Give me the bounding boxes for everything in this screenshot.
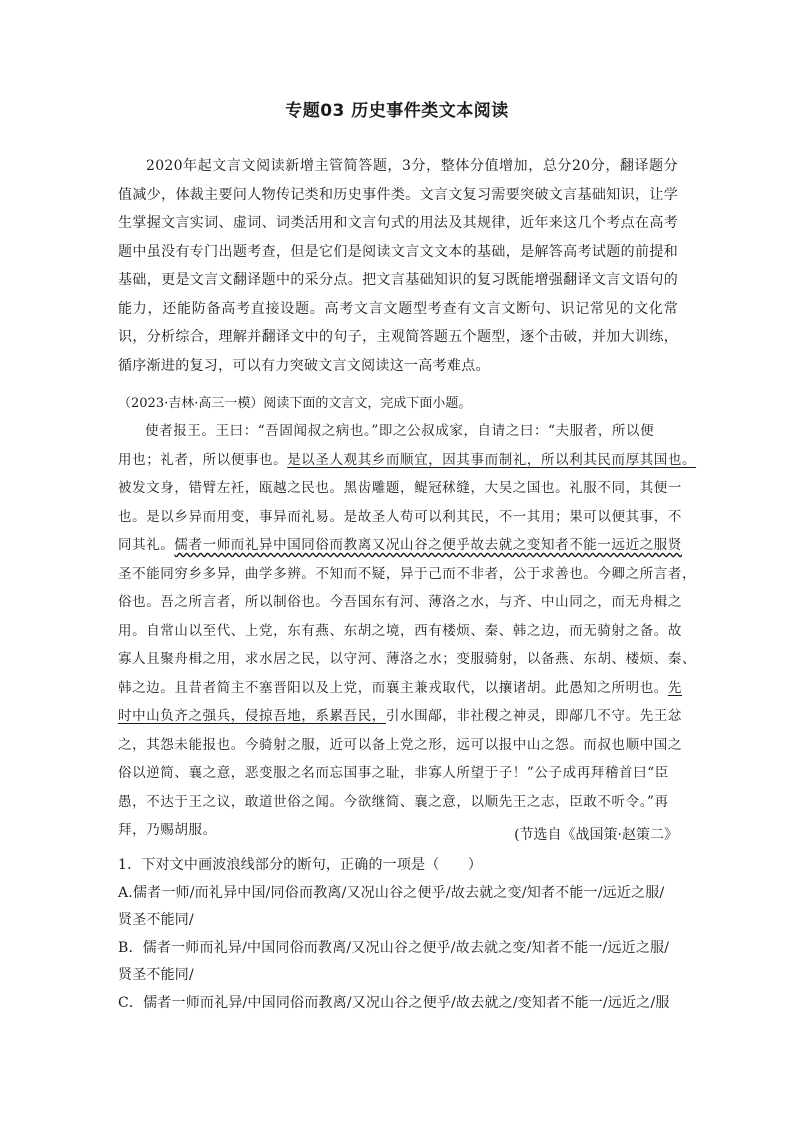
- passage-text: 同其礼。: [118, 537, 175, 553]
- passage-text: 拜，乃赐胡服。: [118, 822, 217, 838]
- passage-line: [118, 731, 682, 760]
- classical-passage: [118, 417, 697, 845]
- passage-text: 用也；礼者，所以便事也。: [118, 451, 288, 468]
- passage-line: [118, 702, 683, 731]
- passage-text: 寡人且聚舟楫之用，求水居之民，以守河、薄洛之水；变服骑射，以备燕、东胡、楼烦、秦、: [118, 651, 697, 667]
- question-option-line: A.儒者一师/而礼异中国/同俗而教离/又况山谷之便乎/故去就之变/知者不能一/远近之服/: [118, 884, 665, 901]
- passage-citation: (节选自《战国策·赵策二》: [514, 827, 678, 843]
- passage-text: 引水围鄗，非社稷之神灵，即鄗几不守。先王忿: [385, 708, 683, 724]
- passage-text: 之，其怨未能报也。今骑射之服，近可以备上党之形，远可以报中山之怨。而叔也顺中国之: [118, 736, 682, 753]
- intro-paragraph: 2020年起文言文阅读新增主管简答题，3分，整体分值增加，总分20分，翻译题分值减少，体裁主要问人物传记类和历史事件类。文言文复习需要突破文言基础知识，让学生掌握文言实词、虚词、词类活用和文言句式的用法及其规律，近年来这几个考点在高考题中虽没有专门出题考查，但是它们是阅读文言文文本的基础，是解答高考试题的前提和基础，更是文言文翻译题中的采分点。把文言基础知识的复习既能增强翻译文言文语句的能力，还能防备高考直接设题。高考文言文题型考查有文言文断句、识记常见的文化常识，分析综合，理解并翻译文中的句子，主观简答题五个题型，逐个击破，并加大训练，循序渐进的复习，可以有力突破文言文阅读这一高考难点。: [118, 158, 678, 374]
- question-option-line: 贤圣不能同/: [118, 912, 194, 929]
- underlined-sentence: 时中山负齐之强兵，侵掠吾地，系累吾民，: [118, 708, 386, 724]
- underlined-sentence: 先: [667, 679, 683, 696]
- passage-text: 韩之边。且昔者简主不塞晋阳以及上党，而襄主兼戎取代，以攘诸胡。此愚知之所明也。: [118, 679, 668, 696]
- passage-line: [118, 588, 682, 617]
- passage-text: 愚，不达于王之议，敢道世俗之闻。今欲继简、襄之意，以顺先王之志，臣敢不听令。”再: [118, 793, 669, 810]
- passage-text: 被发文身，错臂左衽，瓯越之民也。黑齿雕题，鳀冠秫缝，大吴之国也。礼服不同，其便一: [118, 480, 682, 496]
- question-option-line: B．儒者一师而礼异/中国同俗而教离/又况山谷之便乎/故去就之变/知者不能一/远近之服/: [118, 939, 670, 956]
- wavy-underlined-sentence: 儒者一师而礼异中国同俗而教离又况山谷之便乎故去就之变知者不能一远近之服贤: [174, 537, 683, 553]
- intro-section: [118, 152, 678, 380]
- passage-line: [118, 674, 683, 703]
- passage-line: [118, 617, 682, 646]
- passage-line: [118, 474, 682, 503]
- passage-text: 用。自常山以至代、上党，东有燕、东胡之境，西有楼烦、秦、韩之边，而无骑射之备。故: [118, 622, 682, 639]
- question-section: [118, 852, 678, 1018]
- passage-line: [118, 503, 682, 532]
- passage-line: [118, 560, 697, 589]
- exam-source-line: （2023·吉林·高三一模）阅读下面的文言文，完成下面小题。: [118, 396, 472, 411]
- underlined-sentence: 是以圣人观其乡而顺宜，因其事而制礼，所以利其民而厚其国也。: [287, 451, 697, 468]
- passage-text: 使者报王。王曰：“吾固闻叔之病也。”即之公叔成家，自请之曰：“夫服者，所以便: [145, 423, 655, 439]
- passage-line: [118, 446, 697, 475]
- passage-text: 俗以逆简、襄之意，恶变服之名而忘国事之耻，非寡人所望于子！”公子成再拜稽首曰“臣: [118, 765, 669, 781]
- question-stem: 1．下对文中画波浪线部分的断句，正确的一项是（ ）: [118, 857, 483, 873]
- passage-line: [118, 531, 683, 560]
- passage-line: [118, 788, 678, 817]
- passage-line: [118, 417, 678, 446]
- passage-line: [118, 645, 697, 674]
- passage-text: 圣不能同穷乡多异，曲学多辨。不知而不疑，异于己而不非者，公于求善也。今卿之所言者，: [118, 565, 697, 582]
- passage-text: 也。是以乡异而用变，事异而礼易。是故圣人苟可以利其民，不一其用；果可以便其事，不: [118, 508, 682, 525]
- question-option-line: C．儒者一师而礼异/中国同俗而教离/又况山谷之便乎/故去就之/变知者不能一/远近之/服: [118, 994, 670, 1011]
- question-option-line: 贤圣不能同/: [118, 967, 194, 984]
- document-title: 专题03 历史事件类文本阅读: [285, 101, 509, 121]
- passage-line: [118, 759, 678, 788]
- passage-text: 俗也。吾之所言者，所以制俗也。今吾国东有河、薄洛之水，与齐、中山同之，而无舟楫之: [118, 594, 682, 610]
